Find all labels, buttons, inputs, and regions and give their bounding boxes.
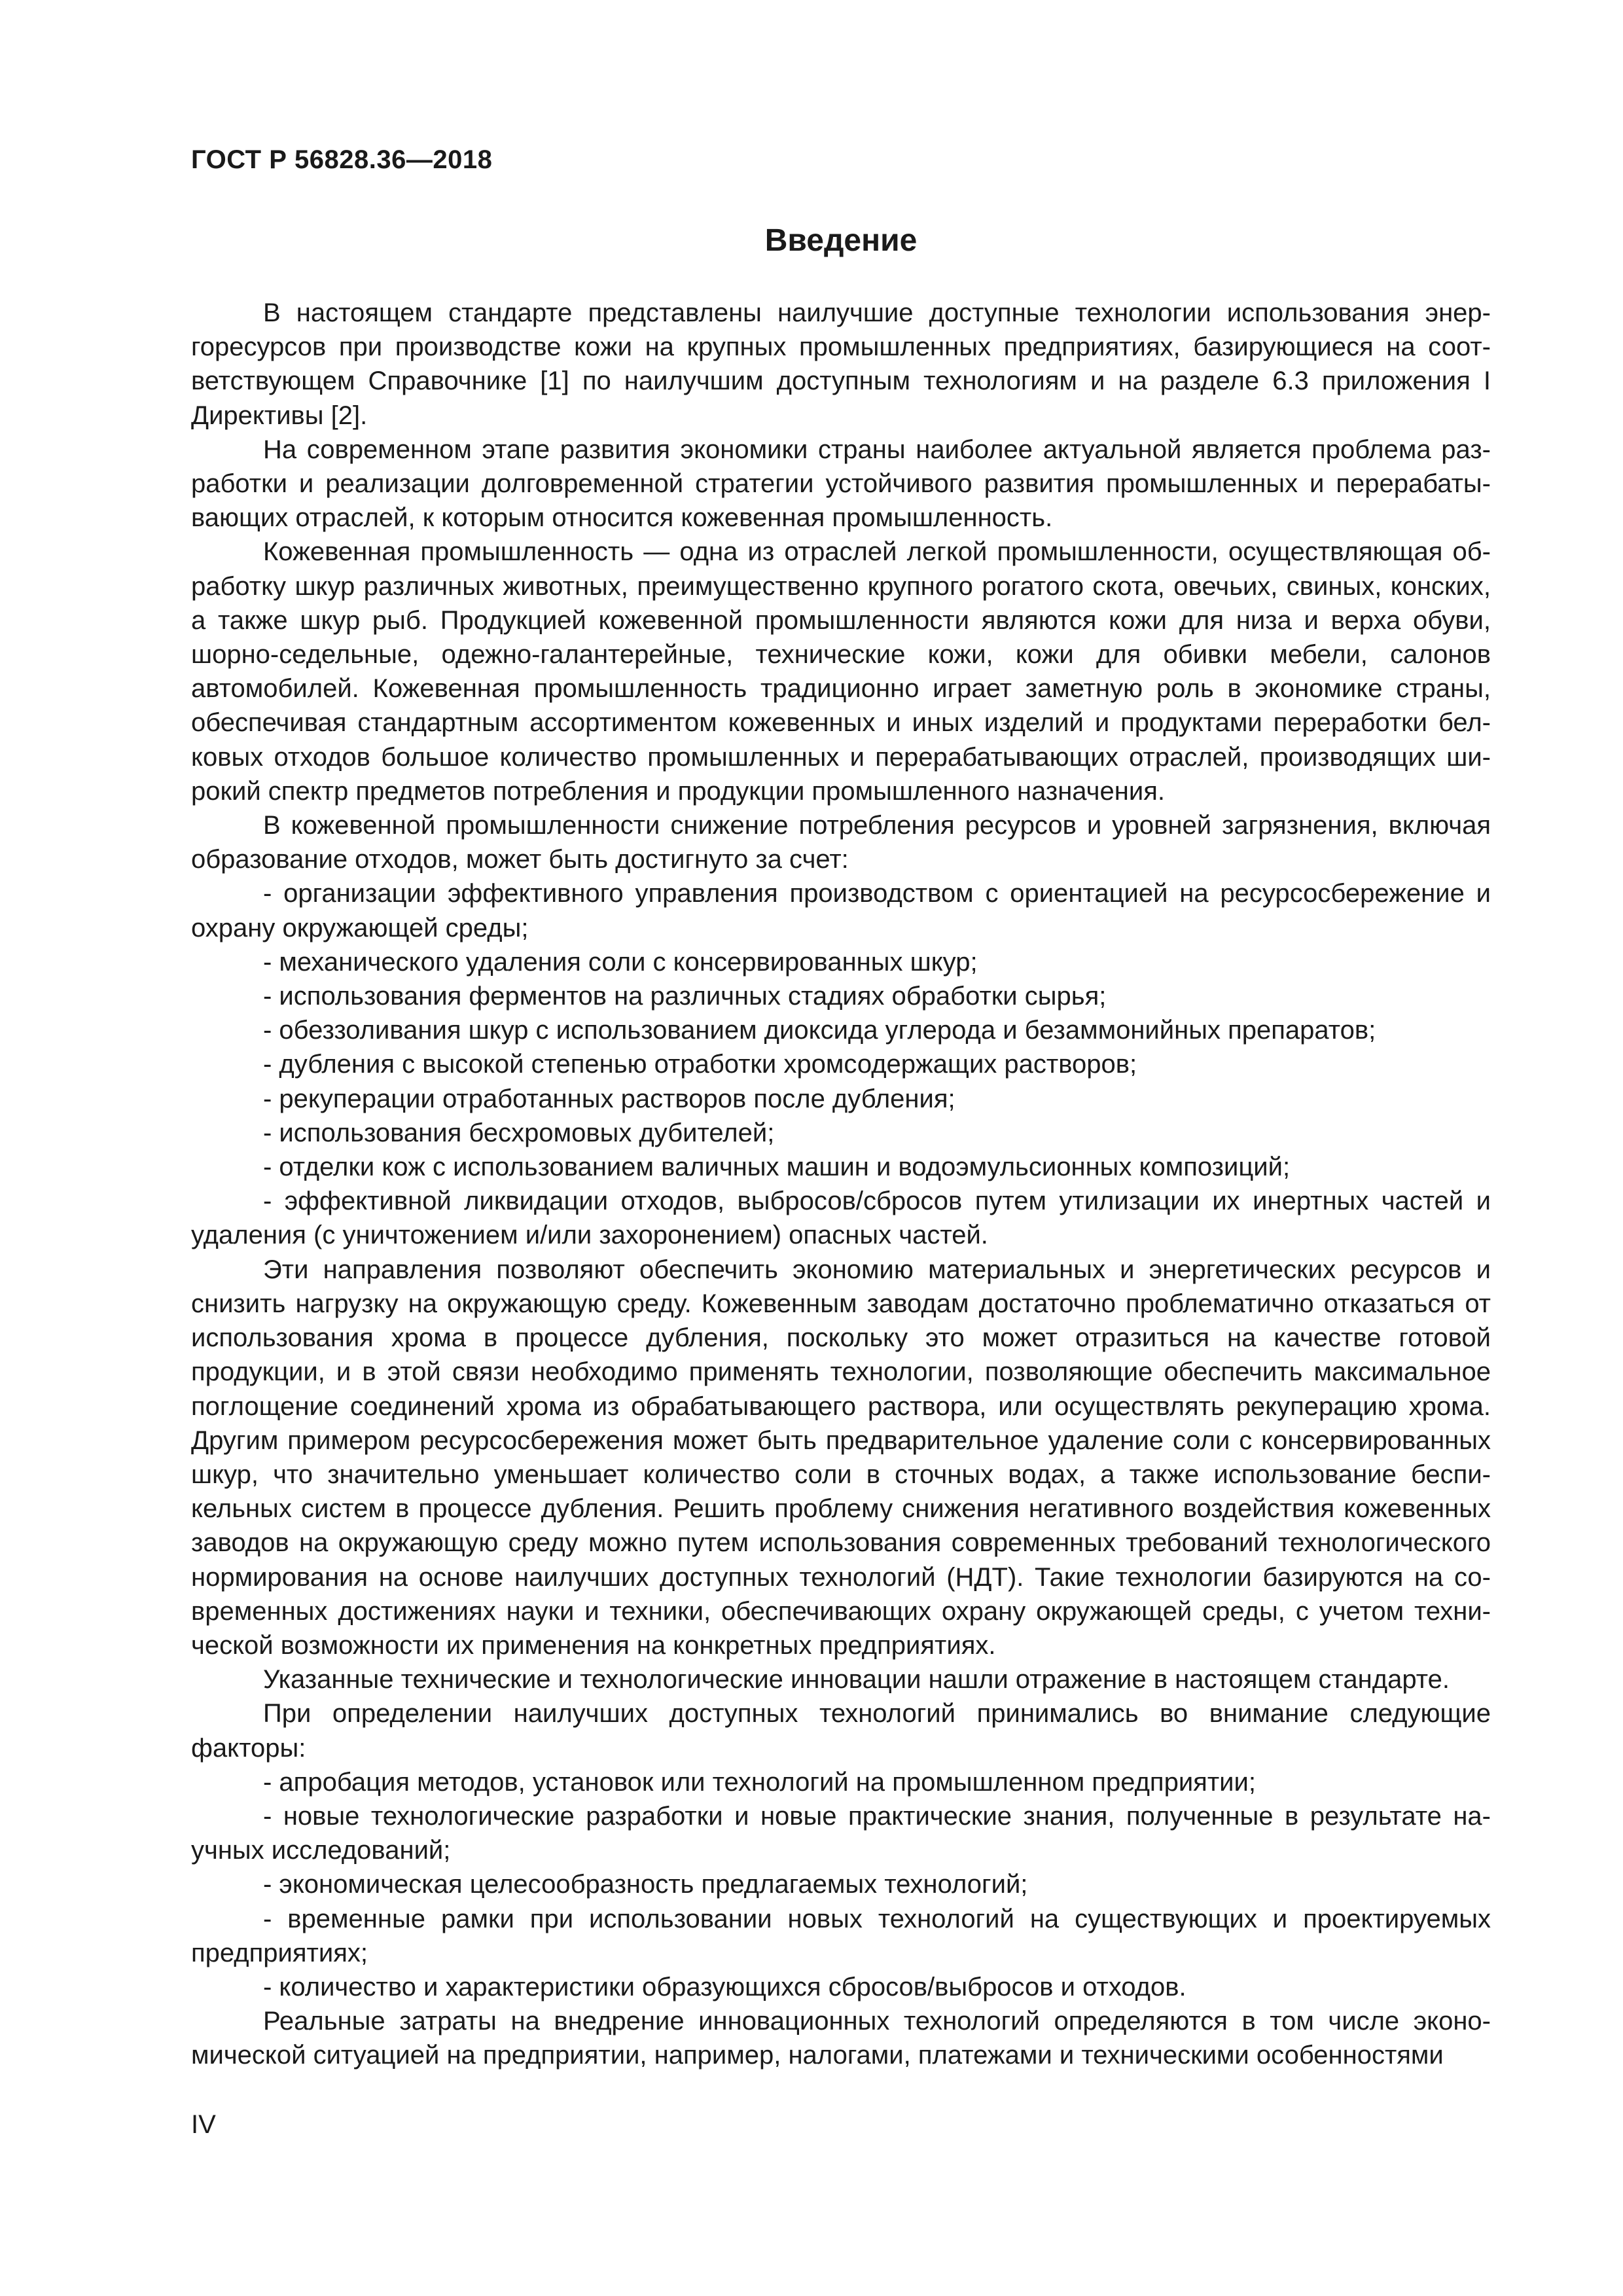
list-item: - эффективной ликвидации отходов, выбросов/сбросов путем утилизации их инертных частей и удаления (с уничтожением и/или захоронением) опасных частей. (191, 1187, 1491, 1250)
list-item: - механического удаления соли с консервированных шкур; (263, 947, 978, 977)
section-title: Введение (764, 223, 918, 258)
list-item: - обеззоливания шкур с использованием диоксида углерода и безаммонийных препаратов; (263, 1016, 1376, 1045)
list-item: - дубления с высокой степенью отработки хромсодержащих растворов; (263, 1050, 1137, 1079)
list-item: - рекуперации отработанных растворов после дубления; (263, 1084, 955, 1113)
paragraph: Реальные затраты на внедрение инновационных технологий определяются в том числе экономической ситуацией на предприятии, например, налогами, платежами и техническими особенностями (191, 2007, 1491, 2070)
list-item: - количество и характеристики образующихся сбросов/выбросов и отходов. (263, 1972, 1186, 2001)
list-item: - новые технологические разработки и новые практические знания, полученные в результате научных исследований; (191, 1801, 1491, 1865)
paragraph: На современном этапе развития экономики страны наиболее актуальной является проблема разработки и реализации долговременной стратегии устойчивого развития промышленных и перерабатывающих отраслей, к которым относится кожевенная промышленность. (191, 435, 1491, 533)
paragraph: Указанные технические и технологические инновации нашли отражение в настоящем стандарте. (263, 1665, 1450, 1695)
body-text (191, 296, 1491, 2073)
paragraph: В кожевенной промышленности снижение потребления ресурсов и уровней загрязнения, включая образование отходов, может быть достигнуто за счет: (191, 811, 1491, 874)
list-item: - отделки кож с использованием валичных машин и водоэмульсионных композиций; (263, 1153, 1291, 1182)
list-item: - использования ферментов на различных стадиях обработки сырья; (263, 982, 1107, 1011)
document-code-header: ГОСТ Р 56828.36—2018 (191, 145, 493, 174)
paragraph: В настоящем стандарте представлены наилучшие доступные технологии использования энергоресурсов при производстве кожи на крупных промышленных предприятиях, базирующиеся на соответствующем Справочнике [1] по наилучшим доступным технологиям и на разделе 6.3 приложения I Директивы [2]. (191, 298, 1491, 430)
list-item: - временные рамки при использовании новых технологий на существующих и проектируемых предприятиях; (191, 1904, 1491, 1967)
paragraph: Кожевенная промышленность — одна из отраслей легкой промышленности, осуществляющая обработку шкур различных животных, преимущественно крупного рогатого скота, овечьих, свиных, конских, а также шкур рыб. Продукцией кожевенной промышленности являются кожи для низа и верха обуви, шорно-седельные, одежно-галантерейные, технические кожи, кожи для обивки мебели, салонов автомобилей. Кожевенная промышленность традиционно играет заметную роль в экономике страны, обеспечивая стандартным ассортиментом кожевенных и иных изделий и продуктами переработки белковых отходов большое количество промышленных и перерабатывающих отраслей, производящих широкий спектр предметов потребления и продукции промышленного назначения. (191, 537, 1491, 806)
list-item: - экономическая целесообразность предлагаемых технологий; (263, 1870, 1028, 1899)
list-item: - организации эффективного управления производством с ориентацией на ресурсосбережение и охрану окружающей среды; (191, 879, 1491, 942)
page-number: IV (191, 2110, 216, 2139)
paragraph: При определении наилучших доступных технологий принимались во внимание следующие факторы: (191, 1699, 1491, 1763)
paragraph: Эти направления позволяют обеспечить экономию материальных и энергетических ресурсов и снизить нагрузку на окружающую среду. Кожевенным заводам достаточно проблематично отказаться от использования хрома в процессе дубления, поскольку это может отразиться на качестве готовой продукции, и в этой связи необходимо применять технологии, позволяющие обеспечить максимальное поглощение соединений хрома из обрабатывающего раствора, или осуществлять рекуперацию хрома. Другим примером ресурсосбережения может быть предварительное удаление соли с консервированных шкур, что значительно уменьшает количество соли в сточных водах, а также использование беспикельных систем в процессе дубления. Решить проблему снижения негативного воздействия кожевенных заводов на окружающую среду можно путем использования современных требований технологического нормирования на основе наилучших доступных технологий (НДТ). Такие технологии базируются на современных достижениях науки и техники, обеспечивающих охрану окружающей среды, с учетом технической возможности их применения на конкретных предприятиях. (191, 1255, 1491, 1660)
list-item: - апробация методов, установок или технологий на промышленном предприятии; (263, 1767, 1256, 1797)
list-item: - использования бесхромовых дубителей; (263, 1118, 775, 1147)
